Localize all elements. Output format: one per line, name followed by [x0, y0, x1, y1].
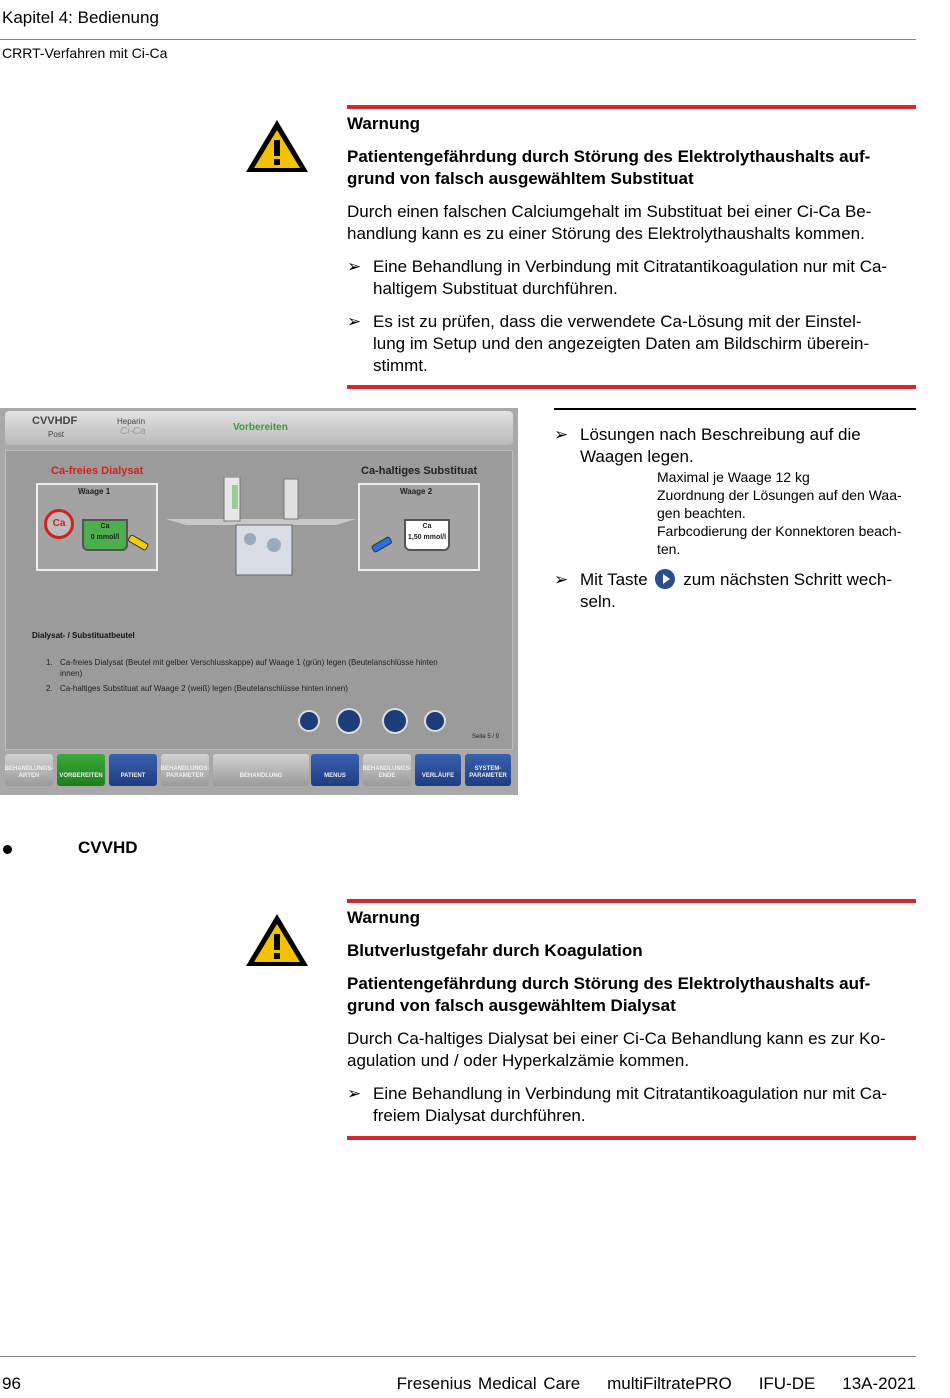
tab-behandlungsparameter[interactable]: BEHANDLUNGS-PARAMETER — [161, 754, 209, 786]
warning-hazard-line: Patientengefährdung durch Störung des Elektrolythaushalts auf- — [347, 147, 871, 166]
product-name: multiFiltratePRO — [607, 1374, 732, 1393]
warning-text-line: handlung kann es zu einer Störung des Elektrolythaushalts kommen. — [347, 224, 865, 243]
step-line — [580, 569, 916, 591]
tab-vorbereiten[interactable]: VORBEREITEN — [57, 754, 105, 786]
warning-hazard-line: grund von falsch ausgewähltem Dialysat — [347, 996, 676, 1015]
bag-label: 1,50 mmol/l — [407, 534, 447, 541]
cica-logo: Ci-Ca — [120, 426, 146, 437]
bullet-line: Eine Behandlung in Verbindung mit Citratantikoagulation nur mit Ca- — [373, 257, 888, 276]
section-title: CRRT-Verfahren mit Ci-Ca — [2, 45, 168, 61]
arrow-icon: ➢ — [347, 257, 362, 276]
footer-info — [397, 1374, 916, 1394]
warning-bottom-rule — [347, 385, 916, 389]
warning-text — [347, 1028, 916, 1072]
list-text: Ca-freies Dialysat (Beutel mit gelber Verschlusskappe) auf Waage 1 (grün) legen (Beutelanschlüsse hinten innen) — [60, 658, 438, 678]
section-heading: CVVHD — [78, 838, 138, 857]
warning-icon — [244, 912, 310, 968]
bullet-line: Eine Behandlung in Verbindung mit Citratantikoagulation nur mit Ca- — [373, 1084, 888, 1103]
publisher: Fresenius Medical Care — [396, 1374, 581, 1393]
warning-bottom-rule — [347, 1136, 916, 1140]
scale-1 — [36, 483, 158, 571]
label-ca-substituate: Ca-haltiges Substituat — [361, 465, 478, 477]
step-note — [657, 468, 916, 558]
warning-hazard-line: grund von falsch ausgewähltem Substituat — [347, 169, 694, 188]
warning-hazard — [347, 973, 916, 1017]
arrow-icon: ➢ — [347, 312, 362, 331]
heparin-label: Heparin — [117, 417, 146, 426]
tab-systemparameter[interactable]: SYSTEM-PARAMETER — [465, 754, 511, 786]
warning-text-line: Durch einen falschen Calciumgehalt im Substituat bei einer Ci-Ca Be- — [347, 202, 872, 221]
warning-top-rule — [347, 899, 916, 903]
edition: 13A-2021 — [842, 1374, 916, 1393]
next-button-icon — [655, 569, 675, 589]
warning-hazard-line: Patientengefährdung durch Störung des Elektrolythaushalts auf- — [347, 974, 871, 993]
bullet-line: freiem Dialysat durchführen. — [373, 1106, 586, 1125]
step-line: Waagen legen. — [580, 447, 694, 466]
arrow-icon: ➢ — [554, 570, 569, 589]
page-number: 96 — [2, 1374, 21, 1393]
warning-hazard: Blutverlustgefahr durch Koagulation — [347, 941, 643, 960]
warning-title: Warnung — [347, 114, 421, 133]
note-line: Farbcodierung der Konnektoren beach- — [657, 523, 902, 539]
arrow-icon: ➢ — [554, 425, 569, 444]
yellow-connector-icon — [124, 535, 154, 555]
scale-name: Waage 1 — [78, 487, 111, 496]
steps-top-rule — [554, 408, 916, 410]
document-id: IFU-DE — [758, 1374, 816, 1393]
mode-sub-label: Post — [48, 430, 65, 439]
device-titlebar — [5, 411, 513, 445]
label-ca-free: Ca-freies Dialysat — [51, 465, 144, 477]
step-text: Mit Taste — [580, 570, 648, 589]
blue-connector-icon — [368, 535, 398, 555]
bag-2 — [404, 519, 450, 551]
warning-bullet — [347, 1083, 916, 1127]
scale-name: Waage 2 — [400, 487, 433, 496]
tab-behandlungsarten[interactable]: BEHANDLUNGS-ARTEN — [5, 754, 53, 786]
mode-label: CVVHDF — [32, 415, 78, 427]
note-line: gen beachten. — [657, 505, 746, 521]
tab-patient[interactable]: PATIENT — [109, 754, 157, 786]
bag-label: Ca — [100, 523, 110, 530]
note-line: ten. — [657, 541, 681, 557]
no-ca-icon: Ca — [44, 509, 74, 539]
last-page-button[interactable] — [424, 710, 446, 732]
bag-label: 0 mmol/l — [90, 534, 120, 541]
step-text: zum nächsten Schritt wech- — [683, 570, 892, 589]
warning-bullet — [347, 311, 916, 377]
tab-menus[interactable]: MENUS — [311, 754, 359, 786]
tab-behandlung[interactable]: BEHANDLUNG — [213, 754, 309, 786]
bullet-line: haltigem Substituat durchführen. — [373, 279, 618, 298]
tab-behandlungsende[interactable]: BEHANDLUNGS-ENDE — [363, 754, 411, 786]
chapter-title: Kapitel 4: Bedienung — [2, 8, 159, 27]
warning-text — [347, 201, 916, 245]
note-line: Maximal je Waage 12 kg — [657, 469, 810, 485]
arrow-icon: ➢ — [347, 1084, 362, 1103]
first-page-button[interactable] — [298, 710, 320, 732]
warning-text-line: Durch Ca-haltiges Dialysat bei einer Ci-Ca Behandlung kann es zur Ko- — [347, 1029, 886, 1048]
tab-verlaeufe[interactable]: VERLÄUFE — [415, 754, 461, 786]
footer-divider — [0, 1356, 916, 1357]
step-line: seln. — [580, 592, 616, 611]
list-heading: Dialysat- / Substituatbeutel — [32, 631, 135, 640]
list-number: 1. — [46, 658, 53, 667]
note-line: Zuordnung der Lösungen auf den Waa- — [657, 487, 902, 503]
warning-title: Warnung — [347, 908, 421, 927]
device-screenshot — [0, 408, 518, 795]
bullet-line: lung im Setup und den angezeigten Daten am Bildschirm überein- — [373, 334, 870, 353]
list-text: Ca-haltiges Substituat auf Waage 2 (weiß) legen (Beutelanschlüsse hinten innen) — [60, 684, 348, 693]
warning-hazard — [347, 146, 916, 190]
warning-icon — [244, 118, 310, 174]
step-line: Lösungen nach Beschreibung auf die — [580, 425, 861, 444]
machine-illustration — [166, 477, 356, 577]
step-1 — [554, 424, 916, 468]
bag-label: Ca — [422, 523, 432, 530]
list-number: 2. — [46, 684, 53, 693]
bag-1 — [82, 519, 128, 551]
scale-2 — [358, 483, 480, 571]
warning-text-line: agulation und / oder Hyperkalzämie kommen. — [347, 1051, 690, 1070]
bullet-dot — [3, 845, 12, 854]
bullet-line: stimmt. — [373, 356, 428, 375]
main-panel — [5, 450, 513, 750]
phase-label: Vorbereiten — [233, 422, 288, 433]
header-divider — [0, 39, 916, 40]
page-indicator: Seite 5 / 9 — [472, 734, 500, 740]
bullet-line: Es ist zu prüfen, dass die verwendete Ca-Lösung mit der Einstel- — [373, 312, 862, 331]
warning-top-rule — [347, 105, 916, 109]
device-tab-bar — [5, 752, 513, 788]
step-2 — [554, 569, 916, 613]
prev-button[interactable] — [336, 708, 362, 734]
warning-bullet — [347, 256, 916, 300]
next-button[interactable] — [382, 708, 408, 734]
